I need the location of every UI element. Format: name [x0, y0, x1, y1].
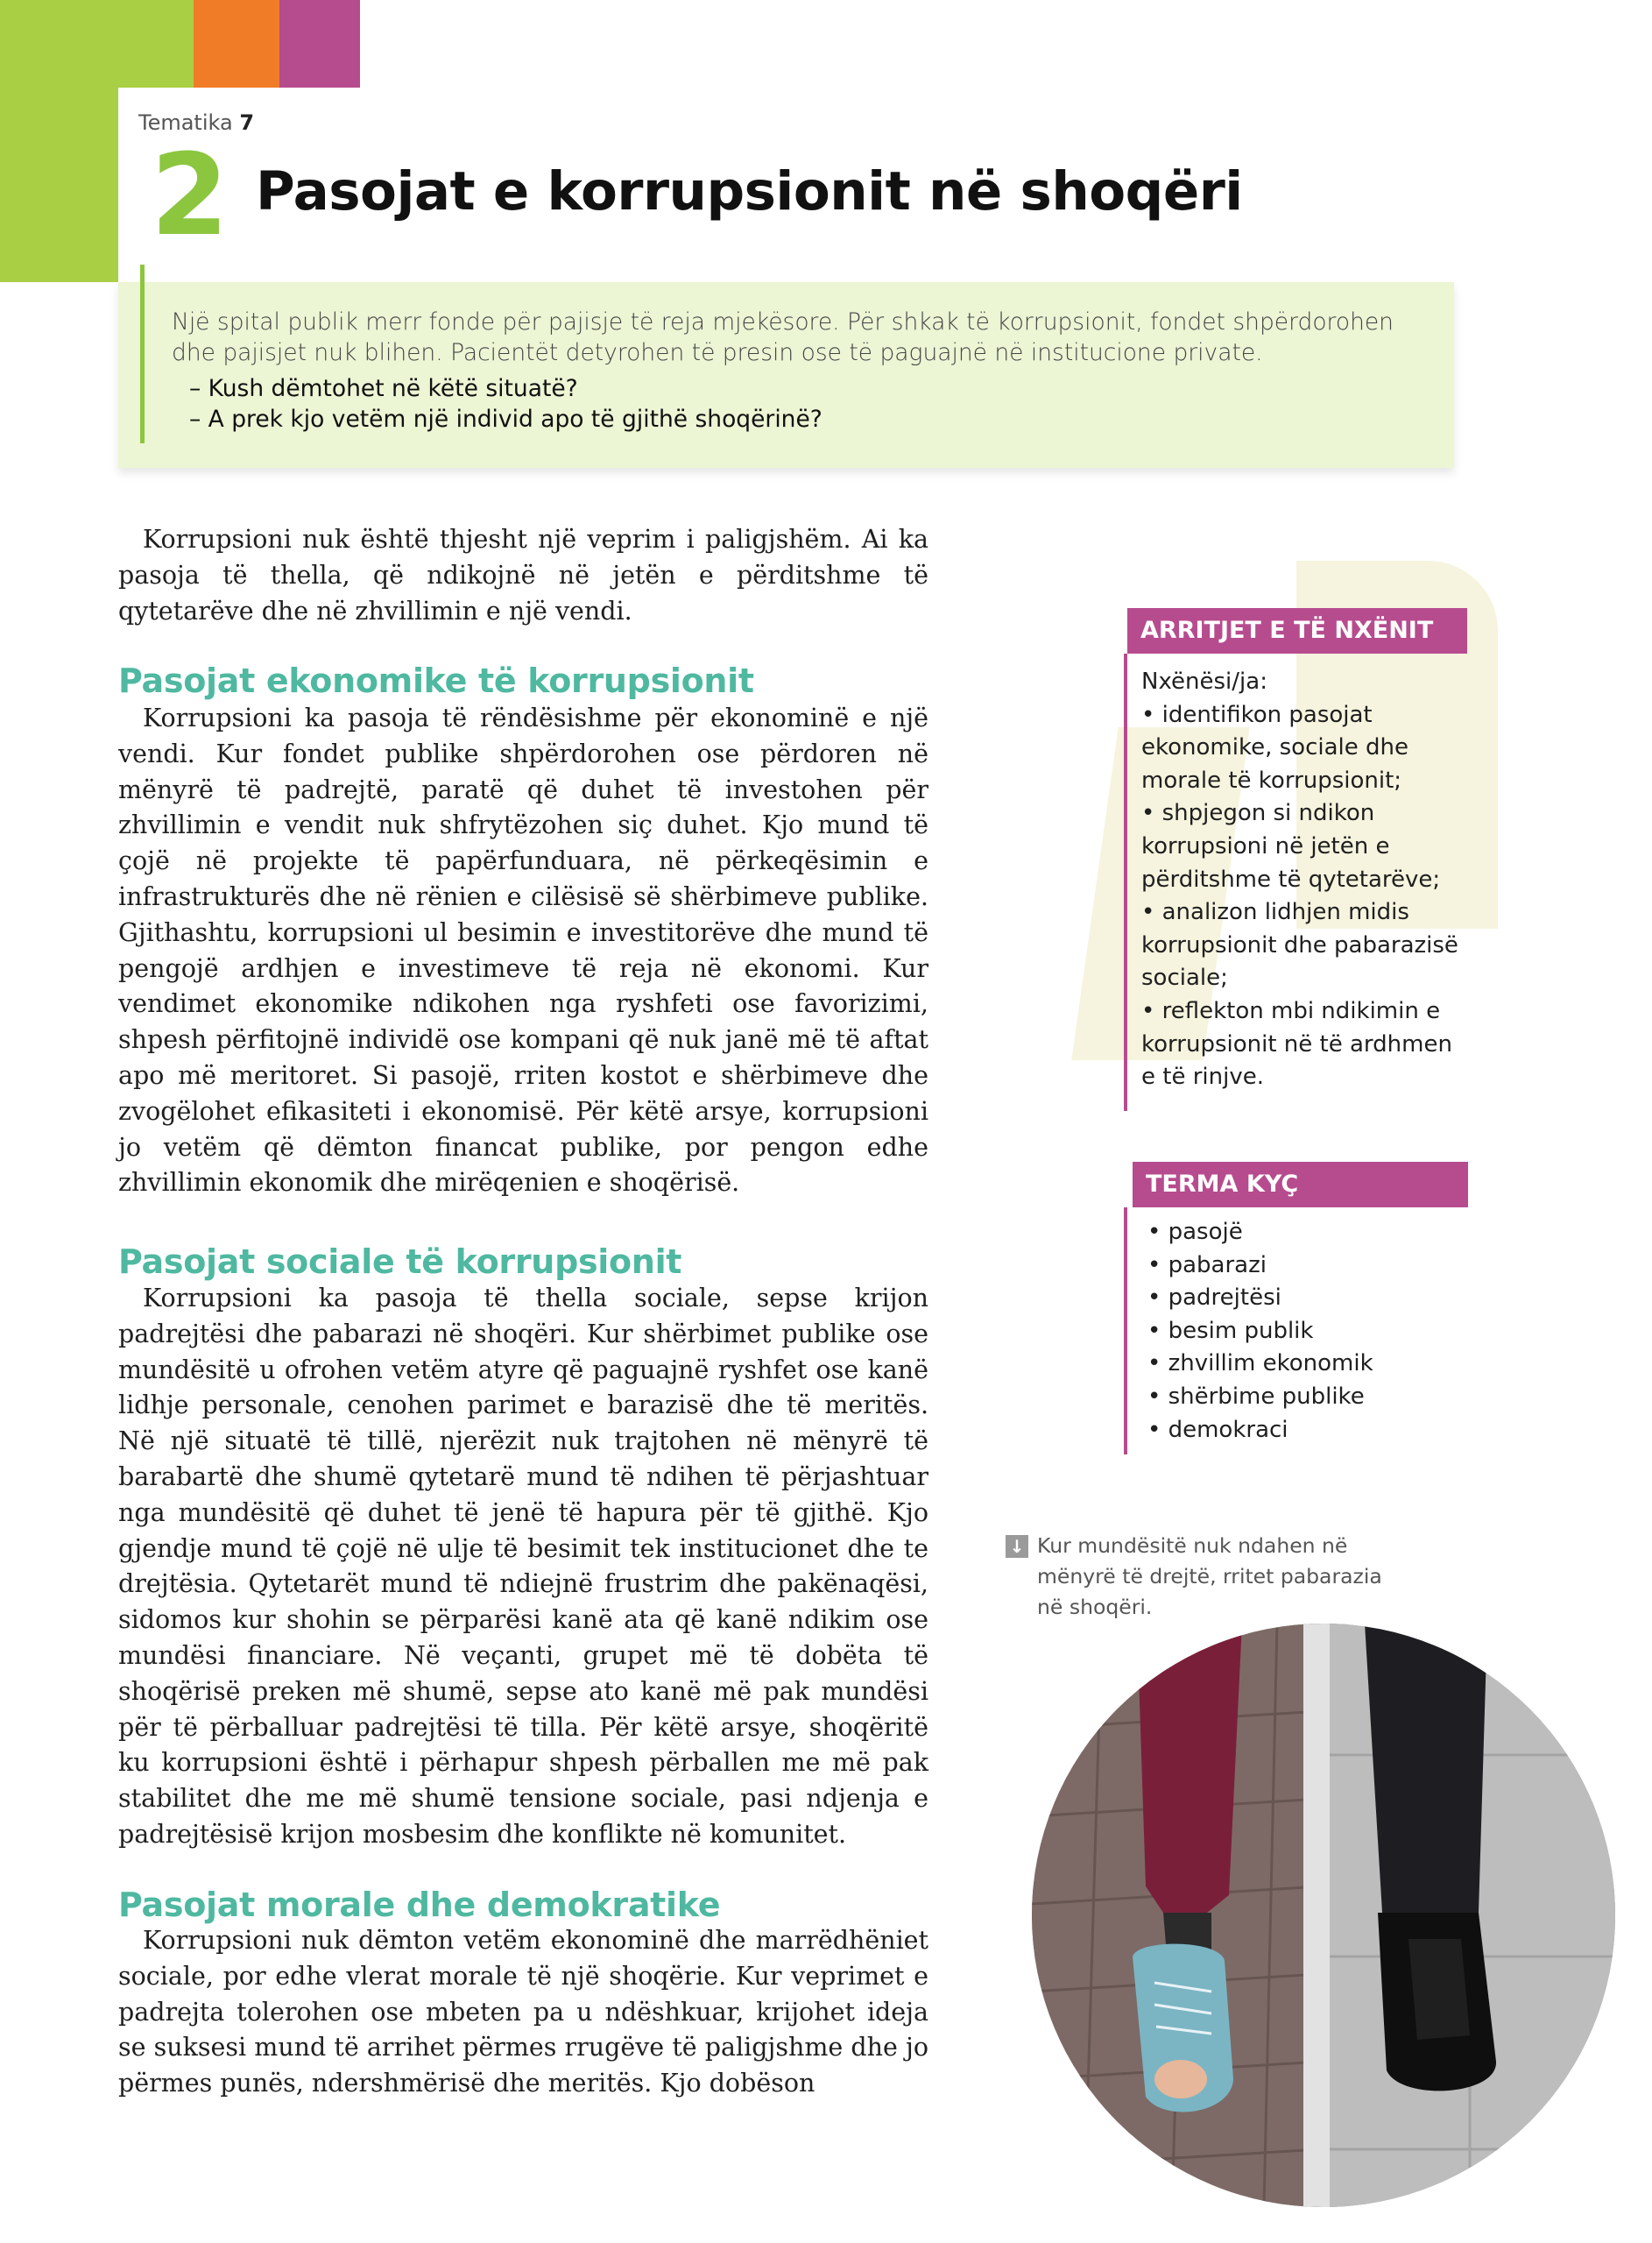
key-terms-list — [1147, 1216, 1373, 1447]
list-item: • padrejtësi — [1147, 1284, 1281, 1312]
list-item: • besim publik — [1147, 1317, 1314, 1344]
section-text-moral: Korrupsioni nuk dëmton vetëm ekonominë dhe marrëdhëniet sociale, por edhe vlerat morale të një shoqërie. Kur veprimet e padrejta tolerohen ose mbeten pa u ndëshkuar, krijohet ideja se suksesi mund të arrihet përmes rrugëve të paligjshme dhe jo përmes punës, ndershmërisë dhe meritës. Kjo dobëson — [118, 1926, 928, 2098]
theme-label: Tematika 7 — [138, 110, 255, 135]
intro-question-1: – Kush dëmtohet në këtë situatë? — [189, 375, 578, 402]
section-heading-economic: Pasojat ekonomike të korrupsionit — [118, 662, 754, 700]
opening-paragraph: Korrupsioni nuk është thjesht një veprim i paligjshëm. Ai ka pasoja të thella, që ndikojnë në jetën e përditshme të qytetarëve dhe në zhvillimin e një vendi. — [118, 525, 928, 626]
feet-photo — [1032, 1624, 1615, 2207]
corner-decoration-orange — [194, 0, 279, 88]
section-text-social: Korrupsioni ka pasoja të thella sociale, sepse krijon padrejtësi dhe pabarazi në shoqëri. Kur shërbimet publike ose mundësitë u ofrohen vetëm atyre që paguajnë ryshfet ose kanë lidhje personale, cenohen parimet e barazisë dhe të meritës. Në një situatë të tillë, njerëzit nuk trajtohen në mënyrë të barabartë dhe shumë qytetarë mund të ndihen të përjashtuar nga mundësitë që duhet të jenë të hapura për të gjithë. Kjo gjendje mund të çojë në ulje të besimit tek institucionet dhe te drejtësia. Qytetarët mund të ndiejnë frustrim dhe pakënaqësi, sidomos kur shohin se përparësi kanë ata që kanë ndikim ose mundësi financiare. Në veçanti, grupet më të dobëta të shoqërisë preken më shumë, sepse ato kanë më pak mundësi për të përballuar padrejtësi të tilla. Për këtë arsye, shoqëritë ku korrupsioni është i përhapur shpesh përballen me më pak stabilitet dhe me më shumë tensione sociale, pasi ndjenja e padrejtësisë krijon mosbesim dhe konflikte në komunitet. — [118, 1284, 928, 1849]
list-item: • pasojë — [1147, 1219, 1243, 1245]
list-item: • demokraci — [1147, 1416, 1288, 1443]
list-item: • zhvillim ekonomik — [1147, 1350, 1373, 1377]
list-item: • pabarazi — [1147, 1251, 1267, 1278]
outcomes-side-line — [1124, 654, 1127, 1111]
key-terms-side-line — [1124, 1207, 1127, 1454]
outcomes-header: ARRITJET E TË NXËNIT — [1127, 608, 1467, 654]
intro-accent-bar — [140, 265, 145, 443]
section-heading-moral: Pasojat morale dhe demokratike — [118, 1886, 721, 1924]
page-title: Pasojat e korrupsionit në shoqëri — [256, 160, 1243, 223]
key-terms-header: TERMA KYÇ — [1133, 1162, 1468, 1207]
photo-caption: Kur mundësitë nuk ndahen në mënyrë të drejtë, rritet pabarazia në shoqëri. — [1037, 1533, 1382, 1619]
intro-text: Një spital publik merr fonde për pajisje të reja mjekësore. Për shkak të korrupsionit, fondet shpërdorohen dhe pajisjet nuk blihen. Pacientët detyrohen të presin ose të paguajnë në institucione private. — [172, 308, 1394, 366]
outcomes-list: Nxënësi/ja: • identifikon pasojat ekonomike, sociale dhe morale të korrupsionit; • shpjegon si ndikon korrupsioni në jetën e përditshme të qytetarëve; • analizon lidhjen midis korrupsionit dhe pabarazisë sociale; • reflekton mbi ndikimin e korrupsionit në të ardhmen e të rinjve. — [1141, 669, 1458, 1091]
arrow-down-icon: ↓ — [1006, 1535, 1028, 1558]
list-item: • shërbime publike — [1147, 1383, 1365, 1410]
corner-decoration-purple — [279, 0, 360, 88]
feet-illustration — [1032, 1624, 1615, 2207]
intro-question-2: – A prek kjo vetëm një individ apo të gjithë shoqërinë? — [189, 406, 822, 433]
section-heading-social: Pasojat sociale të korrupsionit — [118, 1242, 682, 1281]
section-text-economic: Korrupsioni ka pasoja të rëndësishme për ekonominë e një vendi. Kur fondet publike shpërdorohen ose përdoren në mënyrë të padrejtë, paratë që duhet të investohen për zhvillimin e vendit nuk shfrytëzohen siç duhet. Kjo mund të çojë në projekte të papërfunduara, në përkeqësimin e infrastrukturës dhe në rënien e cilësisë së shërbimeve publike. Gjithashtu, korrupsioni ul besimin e investitorëve dhe mund të pengojë ardhjen e investimeve të reja në ekonomi. Kur vendimet ekonomike ndikohen nga ryshfeti ose favorizimi, shpesh përfitojnë individë ose kompani që nuk janë më të aftat apo më meritoret. Si pasojë, rriten kostot e shërbimeve dhe zvogëlohet efikasiteti i ekonomisë. Për këtë arsye, korrupsioni jo vetëm që dëmton financat publike, por pengon edhe zhvillimin ekonomik dhe mirëqenien e shoqërisë. — [118, 704, 928, 1198]
chapter-number: 2 — [151, 131, 229, 261]
